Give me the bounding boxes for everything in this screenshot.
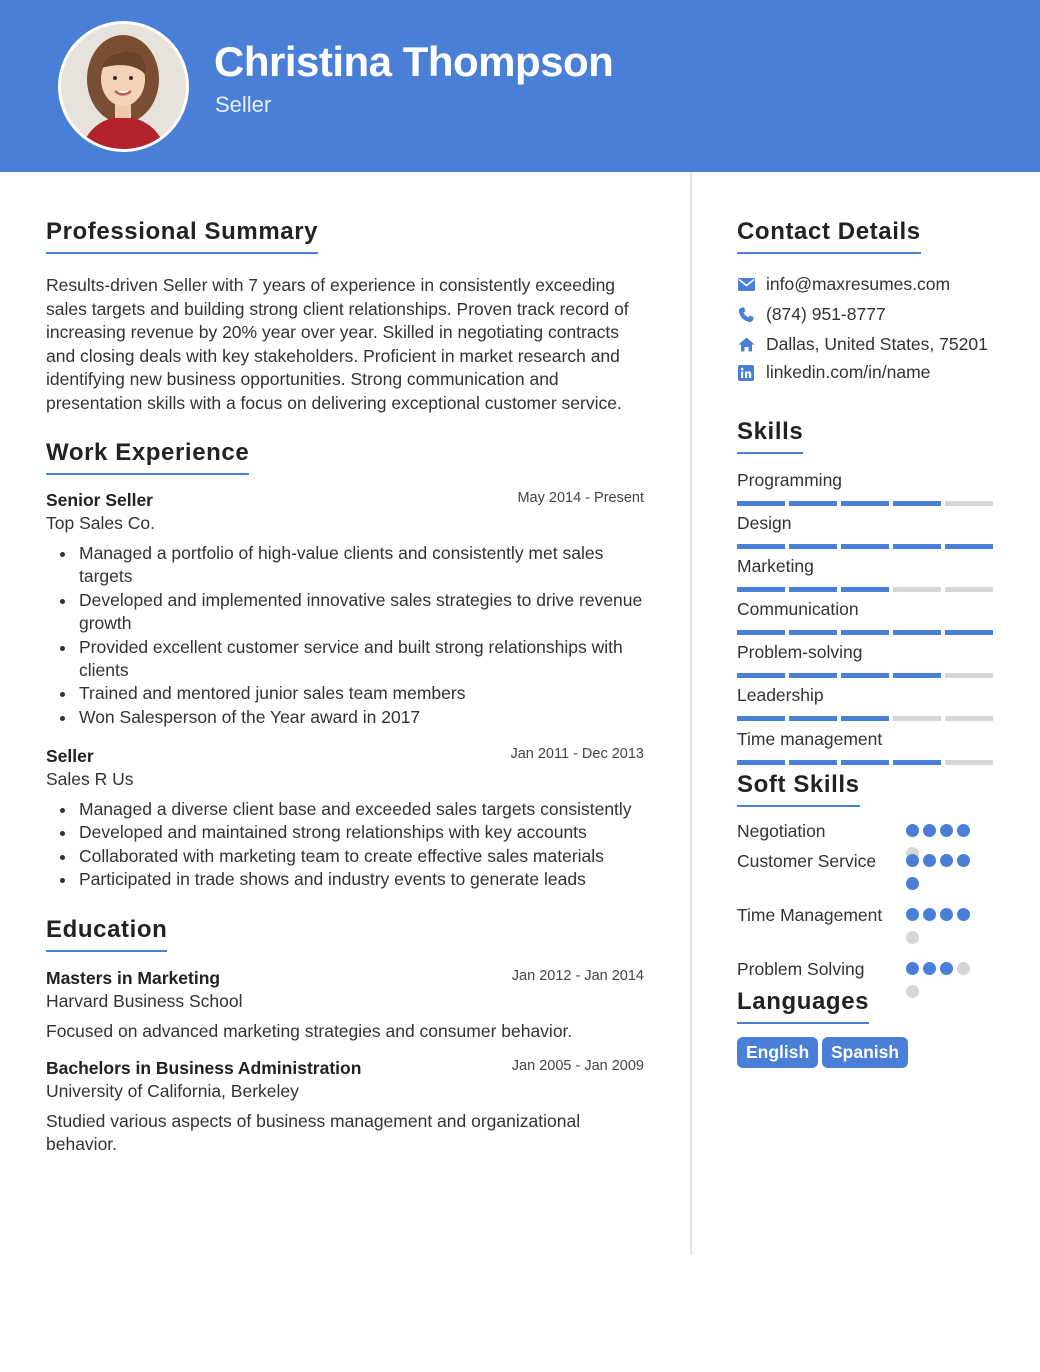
skill-item [737, 470, 993, 506]
education-school: University of California, Berkeley [46, 1081, 299, 1101]
education-degree: Masters in Marketing [46, 968, 221, 988]
job-bullet: Developed and maintained strong relationships with key accounts [46, 821, 644, 844]
job-bullet: Won Salesperson of the Year award in 2017 [46, 706, 644, 729]
education-entry [46, 1058, 644, 1157]
soft-skill-name: Problem Solving [737, 959, 865, 979]
soft-skill-name: Time Management [737, 905, 883, 925]
skill-level-segment [737, 501, 785, 506]
phone-text: (874) 951-8777 [766, 304, 886, 324]
education-heading: Education [46, 916, 167, 952]
soft-skill-dots [906, 854, 980, 890]
skills-heading: Skills [737, 418, 803, 454]
job-date: Jan 2011 - Dec 2013 [510, 746, 644, 762]
skill-level-segment [737, 630, 785, 635]
linkedin-text: linkedin.com/in/name [766, 362, 931, 382]
job-bullet: Developed and implemented innovative sales strategies to drive revenue growth [46, 589, 644, 636]
skill-level-segment [737, 760, 785, 765]
skill-level-segment [789, 544, 837, 549]
education-date: Jan 2005 - Jan 2009 [511, 1058, 644, 1074]
address-text: Dallas, United States, 75201 [766, 334, 988, 354]
skill-level-segment [841, 544, 889, 549]
job-bullets [46, 542, 644, 729]
soft-skill-dot [906, 931, 919, 944]
language-badge: Spanish [822, 1037, 908, 1068]
summary-text: Results-driven Seller with 7 years of experience in consistently exceeding sales targets and building strong client relationships. Proven track record of increasing revenue by 20% year over year. Skilled in negotiating contracts and closing deals with key stakeholders. Proficient in market research and identifying new business opportunities. Strong communication and presentation skills with a focus on delivering exceptional customer service. [46, 275, 629, 413]
skill-level-segment [841, 630, 889, 635]
skill-name: Marketing [737, 556, 814, 576]
skill-level-segment [841, 716, 889, 721]
skill-level-segment [945, 587, 993, 592]
candidate-role: Seller [215, 92, 272, 117]
skill-name: Communication [737, 599, 859, 619]
soft-skill-item [737, 958, 1017, 982]
education-description: Focused on advanced marketing strategies and consumer behavior. [46, 1021, 573, 1041]
soft-skill-item [737, 850, 1017, 874]
skill-item [737, 556, 993, 592]
soft-skill-dot [923, 854, 936, 867]
contact-phone[interactable] [737, 304, 1007, 325]
phone-icon [737, 306, 755, 324]
skill-level-segment [893, 630, 941, 635]
skill-level-segment [789, 673, 837, 678]
skill-item [737, 642, 993, 678]
soft-skill-dot [923, 908, 936, 921]
skill-level-segment [945, 630, 993, 635]
skill-level-segment [893, 716, 941, 721]
skill-level-segment [893, 501, 941, 506]
home-icon [737, 336, 755, 354]
skill-level-segment [789, 716, 837, 721]
skill-name: Problem-solving [737, 642, 863, 662]
email-text: info@maxresumes.com [766, 274, 951, 294]
skill-level-segment [789, 587, 837, 592]
soft-skill-dot [906, 908, 919, 921]
job-bullet: Provided excellent customer service and built strong relationships with clients [46, 636, 644, 683]
skill-level-segment [841, 673, 889, 678]
skill-level-segment [893, 760, 941, 765]
soft-skills-heading: Soft Skills [737, 771, 860, 807]
skill-level-segment [841, 501, 889, 506]
job-entry [46, 490, 644, 729]
soft-skill-dot [923, 824, 936, 837]
column-divider [690, 172, 692, 1255]
contact-linkedin[interactable] [737, 362, 1007, 383]
skill-level-segment [841, 760, 889, 765]
skill-name: Time management [737, 729, 883, 749]
languages-heading: Languages [737, 988, 869, 1024]
skill-level-segment [893, 587, 941, 592]
skill-item [737, 729, 993, 765]
job-bullets [46, 798, 644, 892]
skill-level-segment [789, 501, 837, 506]
skill-level-segment [737, 587, 785, 592]
soft-skill-dot [906, 854, 919, 867]
linkedin-icon [737, 364, 755, 382]
skill-level-segment [789, 630, 837, 635]
soft-skill-dot [906, 962, 919, 975]
job-bullet: Managed a portfolio of high-value clients and consistently met sales targets [46, 542, 644, 589]
job-company: Sales R Us [46, 769, 134, 789]
job-title: Senior Seller [46, 490, 153, 510]
experience-heading: Work Experience [46, 439, 249, 475]
job-entry [46, 746, 644, 892]
soft-skill-dots [906, 962, 980, 998]
resume-header [0, 0, 1040, 172]
job-bullet: Participated in trade shows and industry events to generate leads [46, 868, 644, 891]
education-degree: Bachelors in Business Administration [46, 1058, 362, 1078]
soft-skill-dot [957, 962, 970, 975]
skill-name: Leadership [737, 685, 824, 705]
job-bullet: Trained and mentored junior sales team members [46, 682, 644, 705]
skill-level-segment [893, 673, 941, 678]
job-company: Top Sales Co. [46, 513, 155, 533]
profile-photo [58, 21, 189, 152]
skill-level-bar [737, 716, 993, 721]
summary-heading: Professional Summary [46, 218, 318, 254]
skill-name: Programming [737, 470, 843, 490]
soft-skill-name: Negotiation [737, 821, 826, 841]
skill-item [737, 599, 993, 635]
soft-skill-dot [923, 962, 936, 975]
soft-skill-dot [940, 854, 953, 867]
skill-item [737, 685, 993, 721]
contact-heading: Contact Details [737, 218, 921, 254]
education-entry [46, 968, 644, 1043]
skill-level-bar [737, 630, 993, 635]
education-school: Harvard Business School [46, 991, 243, 1011]
skill-level-segment [737, 673, 785, 678]
skill-name: Design [737, 513, 792, 533]
job-bullet: Managed a diverse client base and exceeded sales targets consistently [46, 798, 644, 821]
skill-level-segment [841, 587, 889, 592]
job-bullet: Collaborated with marketing team to create effective sales materials [46, 845, 644, 868]
soft-skill-dot [940, 962, 953, 975]
skill-level-bar [737, 501, 993, 506]
skill-level-bar [737, 587, 993, 592]
skill-level-bar [737, 760, 993, 765]
soft-skill-item [737, 904, 1017, 928]
language-badge: English [737, 1037, 818, 1068]
skill-level-segment [789, 760, 837, 765]
education-date: Jan 2012 - Jan 2014 [511, 968, 644, 984]
job-date: May 2014 - Present [517, 490, 644, 506]
education-description: Studied various aspects of business management and organizational behavior. [46, 1111, 581, 1155]
soft-skill-dot [906, 985, 919, 998]
skill-level-bar [737, 544, 993, 549]
job-title: Seller [46, 746, 94, 766]
skill-level-segment [945, 673, 993, 678]
soft-skill-dot [906, 824, 919, 837]
skill-level-segment [737, 716, 785, 721]
soft-skill-dot [957, 908, 970, 921]
contact-email[interactable] [737, 274, 1007, 295]
skill-level-segment [893, 544, 941, 549]
skill-item [737, 513, 993, 549]
soft-skill-dot [940, 908, 953, 921]
skill-level-segment [945, 760, 993, 765]
soft-skill-dot [940, 824, 953, 837]
soft-skill-name: Customer Service [737, 851, 877, 871]
skill-level-segment [945, 544, 993, 549]
skill-level-bar [737, 673, 993, 678]
skill-level-segment [945, 716, 993, 721]
candidate-name: Christina Thompson [214, 38, 614, 85]
soft-skill-dots [906, 908, 980, 944]
soft-skill-dot [957, 854, 970, 867]
skill-level-segment [945, 501, 993, 506]
envelope-icon [737, 276, 755, 294]
contact-address [737, 334, 1007, 355]
soft-skill-dot [957, 824, 970, 837]
skill-level-segment [737, 544, 785, 549]
soft-skill-item [737, 820, 1017, 844]
soft-skill-dot [906, 877, 919, 890]
